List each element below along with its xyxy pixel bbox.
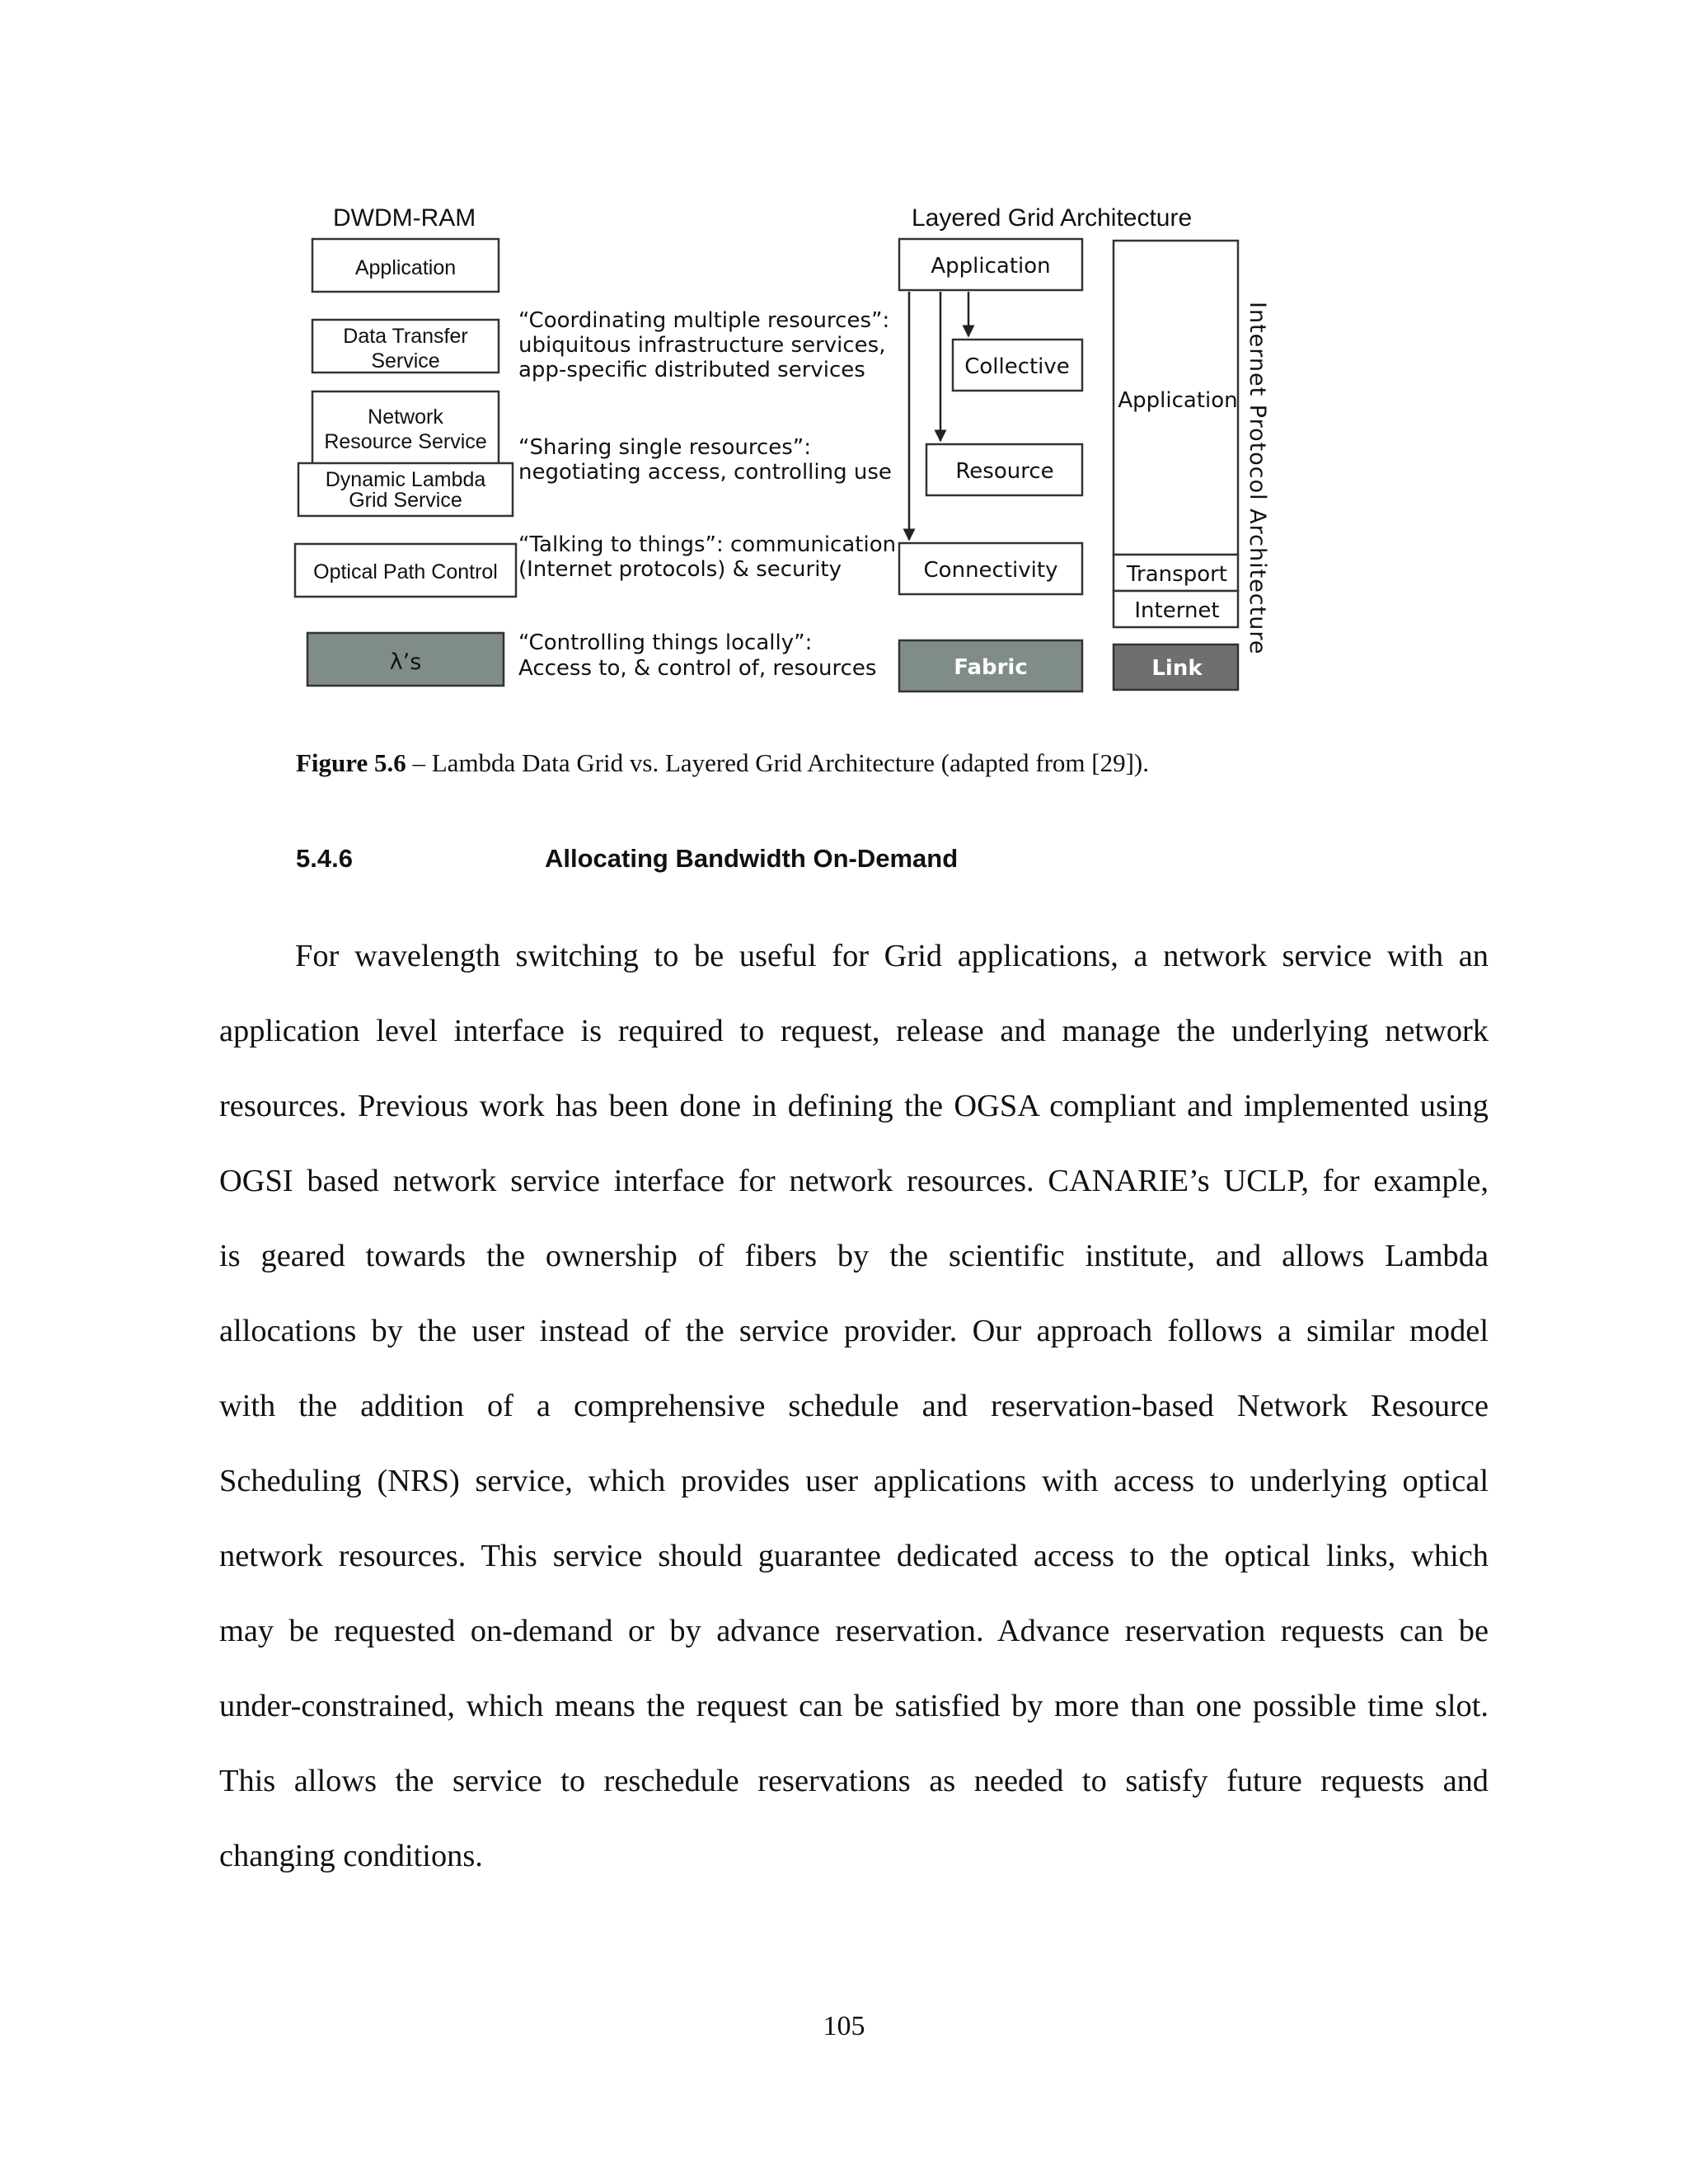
controlling-line1: “Controlling things locally”:: [518, 630, 813, 655]
figure-5-6-diagram: [0, 0, 1688, 742]
data-transfer-label-line2: Service: [371, 349, 440, 373]
grid-application-label: Application: [931, 254, 1051, 279]
dynamic-lambda-label-line2: Grid Service: [349, 489, 462, 512]
talking-line1: “Talking to things”: communication: [518, 532, 897, 557]
dwdm-ram-title: DWDM-RAM: [333, 204, 476, 232]
talking-description: [518, 532, 896, 582]
data-transfer-label-line1: Data Transfer: [343, 325, 468, 348]
coordinating-line1: “Coordinating multiple resources”:: [518, 308, 890, 333]
paragraph-line: network resources. This service should guarantee dedicated access to the optical links, which: [219, 1539, 1489, 1573]
lambdas-label: λ’s: [389, 649, 422, 675]
dwdm-application-label: Application: [354, 256, 457, 279]
section-number: 5.4.6: [296, 844, 353, 873]
data-transfer-service-layer: [312, 320, 499, 373]
ip-transport-label: Transport: [1126, 562, 1228, 587]
paragraph-line: For wavelength switching to be useful for Grid applications, a network service with an: [295, 939, 1489, 973]
optical-path-label: Optical Path Control: [313, 560, 498, 583]
dynamic-lambda-grid-service-layer: [298, 463, 513, 516]
dynamic-lambda-label-line1: Dynamic Lambda: [325, 468, 486, 491]
network-resource-label-line1: Network: [368, 405, 443, 429]
ip-internet-label: Internet: [1134, 598, 1220, 623]
paragraph-line: may be requested on-demand or by advance reservation. Advance reservation requests can be: [219, 1614, 1489, 1648]
network-resource-service-layer: [312, 391, 499, 464]
layered-grid-title: Layered Grid Architecture: [912, 204, 1193, 232]
paragraph-line: with the addition of a comprehensive schedule and reservation-based Network Resource: [219, 1389, 1489, 1423]
grid-collective-label: Collective: [964, 354, 1070, 379]
grid-connectivity-label: Connectivity: [923, 558, 1058, 583]
grid-fabric-label: Fabric: [954, 655, 1028, 680]
figure-label: Figure 5.6: [296, 748, 406, 777]
grid-fabric-layer: [899, 640, 1082, 691]
ip-application-label: Application: [1118, 388, 1238, 413]
section-title: Allocating Bandwidth On-Demand: [545, 844, 959, 873]
paragraph-line: OGSI based network service interface for network resources. CANARIE’s UCLP, for example,: [219, 1164, 1489, 1198]
paragraph-line: allocations by the user instead of the service provider. Our approach follows a similar model: [219, 1314, 1489, 1348]
coordinating-line3: app-specific distributed services: [518, 358, 865, 382]
ip-link-layer: [1114, 644, 1238, 690]
paragraph-line: under-constrained, which means the request can be satisfied by more than one possible time slot.: [219, 1689, 1489, 1723]
controlling-description: [518, 630, 876, 681]
paragraph-line: This allows the service to reschedule reservations as needed to satisfy future requests and: [219, 1764, 1489, 1798]
paragraph-line: resources. Previous work has been done in defining the OGSA compliant and implemented using: [219, 1089, 1489, 1123]
coordinating-description: [518, 308, 889, 382]
sharing-line1: “Sharing single resources”:: [518, 435, 812, 460]
grid-resource-label: Resource: [955, 459, 1054, 484]
ip-transport-layer: [1114, 555, 1238, 591]
lambdas-layer: [307, 633, 504, 686]
grid-resource-layer: [926, 444, 1082, 495]
figure-caption-text: – Lambda Data Grid vs. Layered Grid Architecture (adapted from [29]).: [406, 748, 1149, 777]
talking-line2: (Internet protocols) & security: [518, 557, 842, 582]
network-resource-label-line2: Resource Service: [324, 430, 487, 453]
grid-connectivity-layer: [899, 543, 1082, 594]
paragraph-line: application level interface is required to request, release and manage the underlying network: [219, 1014, 1489, 1048]
grid-application-layer: [899, 239, 1082, 290]
internet-protocol-architecture-label: Internet Protocol Architecture: [1245, 302, 1270, 655]
controlling-line2: Access to, & control of, resources: [518, 656, 877, 681]
dwdm-application-layer: [312, 239, 499, 292]
optical-path-control-layer: [295, 544, 516, 597]
body-paragraph: [219, 919, 1489, 1894]
paragraph-line: is geared towards the ownership of fibers by the scientific institute, and allows Lambda: [219, 1239, 1489, 1273]
sharing-description: [518, 435, 892, 485]
grid-collective-layer: [953, 340, 1082, 391]
ip-application-layer: [1114, 241, 1238, 555]
figure-caption: [296, 748, 1149, 778]
ip-internet-layer: [1114, 591, 1238, 627]
paragraph-line: changing conditions.: [219, 1839, 483, 1873]
coordinating-line2: ubiquitous infrastructure services,: [518, 333, 886, 358]
page-number: 105: [823, 2011, 865, 2041]
ip-link-label: Link: [1151, 656, 1203, 681]
paragraph-line: Scheduling (NRS) service, which provides user applications with access to underlying optical: [219, 1464, 1489, 1498]
sharing-line2: negotiating access, controlling use: [518, 460, 892, 485]
